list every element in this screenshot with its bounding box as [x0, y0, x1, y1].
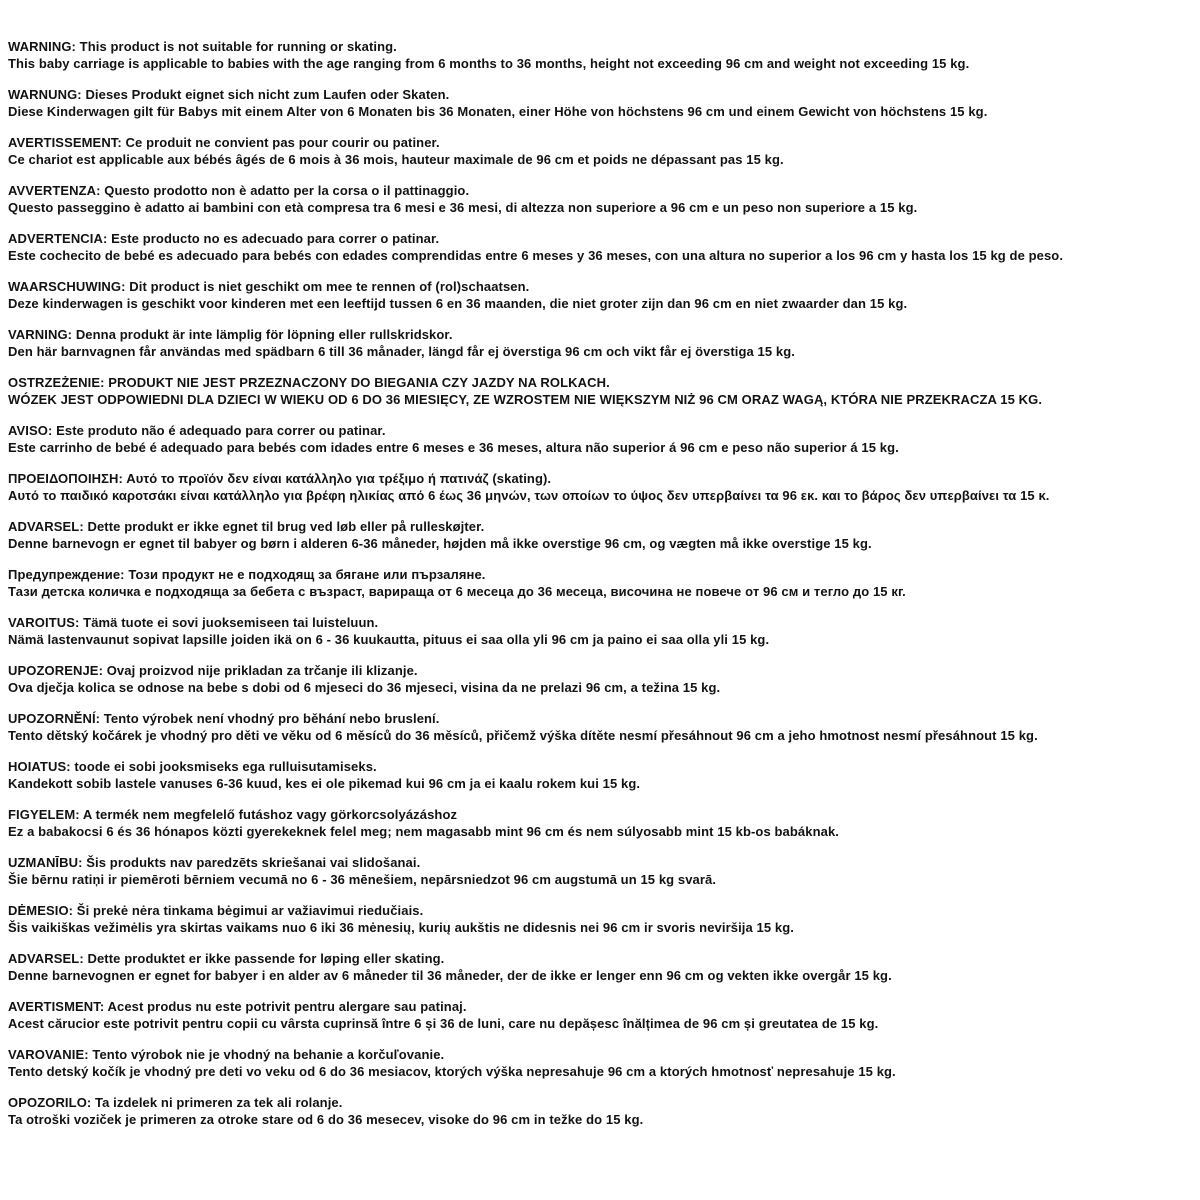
warning-detail: Tento dětský kočárek je vhodný pro děti ve věku od 6 měsíců do 36 měsíců, přičemž výška dítěte nesmí přesáhnout 96 cm a jeho hmotnost nesmí přesáhnout 15 kg. — [8, 728, 1038, 743]
warning-block-estonian — [8, 758, 1192, 792]
warning-block-latvian — [8, 854, 1192, 888]
warning-headline: UPOZORENJE: Ovaj proizvod nije prikladan za trčanje ili klizanje. — [8, 663, 418, 678]
warning-detail: This baby carriage is applicable to babies with the age ranging from 6 months to 36 months, height not exceeding 96 cm and weight not exceeding 15 kg. — [8, 56, 970, 71]
warning-block-greek — [8, 470, 1192, 504]
warning-headline: OSTRZEŻENIE: PRODUKT NIE JEST PRZEZNACZONY DO BIEGANIA CZY JAZDY NA ROLKACH. — [8, 375, 610, 390]
warning-detail: Kandekott sobib lastele vanuses 6-36 kuud, kes ei ole pikemad kui 96 cm ja ei kaalu rokem kui 15 kg. — [8, 776, 641, 791]
warning-block-dutch — [8, 278, 1192, 312]
warning-detail: WÓZEK JEST ODPOWIEDNI DLA DZIECI W WIEKU OD 6 DO 36 MIESIĘCY, ZE WZROSTEM NIE WIĘKSZYM NIŻ 96 CM ORAZ WAGĄ, KTÓRA NIE PRZEKRACZA 15 KG. — [8, 392, 1043, 407]
warning-headline: AVISO: Este produto não é adequado para correr ou patinar. — [8, 423, 386, 438]
warning-detail: Ta otroški voziček je primeren za otroke stare od 6 do 36 mesecev, visoke do 96 cm in težke do 15 kg. — [8, 1112, 644, 1127]
warning-block-bulgarian — [8, 566, 1192, 600]
warning-block-slovak — [8, 1046, 1192, 1080]
warning-block-romanian — [8, 998, 1192, 1032]
warning-block-danish — [8, 518, 1192, 552]
warning-headline: OPOZORILO: Ta izdelek ni primeren za tek ali rolanje. — [8, 1095, 343, 1110]
warning-block-english — [8, 38, 1192, 72]
warning-headline: ADVARSEL: Dette produktet er ikke passende for løping eller skating. — [8, 951, 445, 966]
warning-block-croatian — [8, 662, 1192, 696]
warning-block-spanish — [8, 230, 1192, 264]
warning-block-slovenian — [8, 1094, 1192, 1128]
warning-block-portuguese — [8, 422, 1192, 456]
warning-detail: Šie bērnu ratiņi ir piemēroti bērniem vecumā no 6 - 36 mēnešiem, nepārsniedzot 96 cm augstumā un 15 kg svarā. — [8, 872, 717, 887]
warning-headline: UZMANĪBU: Šis produkts nav paredzēts skriešanai vai slidošanai. — [8, 855, 421, 870]
warning-detail: Questo passeggino è adatto ai bambini con età compresa tra 6 mesi e 36 mesi, di altezza non superiore a 96 cm e un peso non superiore a 15 kg. — [8, 200, 918, 215]
warning-headline: HOIATUS: toode ei sobi jooksmiseks ega rulluisutamiseks. — [8, 759, 377, 774]
warning-headline: UPOZORNĚNÍ: Tento výrobek není vhodný pro běhání nebo bruslení. — [8, 711, 440, 726]
warning-headline: ADVERTENCIA: Este producto no es adecuado para correr o patinar. — [8, 231, 440, 246]
warning-detail: Tento detský kočík je vhodný pre deti vo veku od 6 do 36 mesiacov, ktorých výška nepresahuje 96 cm a ktorých hmotnosť nepresahuje 15 kg. — [8, 1064, 896, 1079]
warning-headline: Предупреждение: Този продукт не е подходящ за бягане или пързаляне. — [8, 567, 486, 582]
warning-block-lithuanian — [8, 902, 1192, 936]
warning-headline: VAROVANIE: Tento výrobok nie je vhodný na behanie a korčuľovanie. — [8, 1047, 445, 1062]
warning-block-finnish — [8, 614, 1192, 648]
warning-block-norwegian — [8, 950, 1192, 984]
warning-detail: Este cochecito de bebé es adecuado para bebés con edades comprendidas entre 6 meses y 36 meses, con una altura no superior a los 96 cm y hasta los 15 kg de peso. — [8, 248, 1064, 263]
warning-detail: Denne barnevognen er egnet for babyer i en alder av 6 måneder til 36 måneder, der de ikke er lenger enn 96 cm og vekten ikke overgår 15 kg. — [8, 968, 892, 983]
warning-headline: AVERTISMENT: Acest produs nu este potrivit pentru alergare sau patinaj. — [8, 999, 467, 1014]
warning-headline: ΠΡΟΕΙΔΟΠΟΙΗΣΗ: Αυτό το προϊόν δεν είναι κατάλληλο για τρέξιμο ή πατινάζ (skating). — [8, 471, 552, 486]
warning-block-czech — [8, 710, 1192, 744]
warning-headline: VARNING: Denna produkt är inte lämplig för löpning eller rullskridskor. — [8, 327, 453, 342]
warning-headline: FIGYELEM: A termék nem megfelelő futáshoz vagy görkorcsolyázáshoz — [8, 807, 458, 822]
warning-detail: Ce chariot est applicable aux bébés âgés de 6 mois à 36 mois, hauteur maximale de 96 cm et poids ne dépassant pas 15 kg. — [8, 152, 784, 167]
warning-detail: Ez a babakocsi 6 és 36 hónapos közti gyerekeknek felel meg; nem magasabb mint 96 cm és nem súlyosabb mint 15 kb-os babáknak. — [8, 824, 839, 839]
warning-block-italian — [8, 182, 1192, 216]
warning-detail: Este carrinho de bebé é adequado para bebés com idades entre 6 meses e 36 meses, altura não superior á 96 cm e peso não superior á 15 kg. — [8, 440, 899, 455]
warning-block-german — [8, 86, 1192, 120]
warning-detail: Nämä lastenvaunut sopivat lapsille joiden ikä on 6 - 36 kuukautta, pituus ei saa olla yli 96 cm ja paino ei saa olla yli 15 kg. — [8, 632, 770, 647]
warning-detail: Den här barnvagnen får användas med spädbarn 6 till 36 månader, längd får ej överstiga 96 cm och vikt får ej överstiga 15 kg. — [8, 344, 796, 359]
warning-block-hungarian — [8, 806, 1192, 840]
warning-detail: Deze kinderwagen is geschikt voor kinderen met een leeftijd tussen 6 en 36 maanden, die niet groter zijn dan 96 cm en niet zwaarder dan 15 kg. — [8, 296, 908, 311]
warning-block-polish — [8, 374, 1192, 408]
warning-headline: ADVARSEL: Dette produkt er ikke egnet til brug ved løb eller på rulleskøjter. — [8, 519, 485, 534]
warning-headline: VAROITUS: Tämä tuote ei sovi juoksemiseen tai luisteluun. — [8, 615, 379, 630]
warning-headline: AVERTISSEMENT: Ce produit ne convient pas pour courir ou patiner. — [8, 135, 440, 150]
warning-detail: Тази детска количка е подходяща за бебета с възраст, варираща от 6 месеца до 36 месеца, височина не повече от 96 см и тегло до 15 кг. — [8, 584, 906, 599]
warning-headline: WARNING: This product is not suitable for running or skating. — [8, 39, 397, 54]
warning-block-french — [8, 134, 1192, 168]
warning-detail: Ova dječja kolica se odnose na bebe s dobi od 6 mjeseci do 36 mjeseci, visina da ne prelazi 96 cm, a težina 15 kg. — [8, 680, 721, 695]
warning-headline: AVVERTENZA: Questo prodotto non è adatto per la corsa o il pattinaggio. — [8, 183, 470, 198]
warning-headline: WARNUNG: Dieses Produkt eignet sich nicht zum Laufen oder Skaten. — [8, 87, 450, 102]
warning-detail: Šis vaikiškas vežimėlis yra skirtas vaikams nuo 6 iki 36 mėnesių, kurių aukštis ne didesnis nei 96 cm ir svoris neviršija 15 kg. — [8, 920, 794, 935]
warning-detail: Αυτό το παιδικό καροτσάκι είναι κατάλληλο για βρέφη ηλικίας από 6 έως 36 μηνών, των οποίων το ύψος δεν υπερβαίνει τα 96 εκ. και το βάρος δεν υπερβαίνει τα 15 κ. — [8, 488, 1050, 503]
warning-detail: Diese Kinderwagen gilt für Babys mit einem Alter von 6 Monaten bis 36 Monaten, einer Höhe von höchstens 96 cm und einem Gewicht von höchstens 15 kg. — [8, 104, 988, 119]
warning-headline: DĖMESIO: Ši prekė nėra tinkama bėgimui ar važiavimui riedučiais. — [8, 903, 424, 918]
warning-detail: Denne barnevogn er egnet til babyer og børn i alderen 6-36 måneder, højden må ikke overstige 96 cm, og vægten må ikke overstige 15 kg. — [8, 536, 872, 551]
warning-block-swedish — [8, 326, 1192, 360]
warning-detail: Acest cărucior este potrivit pentru copii cu vârsta cuprinsă între 6 și 36 de luni, care nu depășesc înălțimea de 96 cm și greutatea de 15 kg. — [8, 1016, 879, 1031]
warning-headline: WAARSCHUWING: Dit product is niet geschikt om mee te rennen of (rol)schaatsen. — [8, 279, 530, 294]
